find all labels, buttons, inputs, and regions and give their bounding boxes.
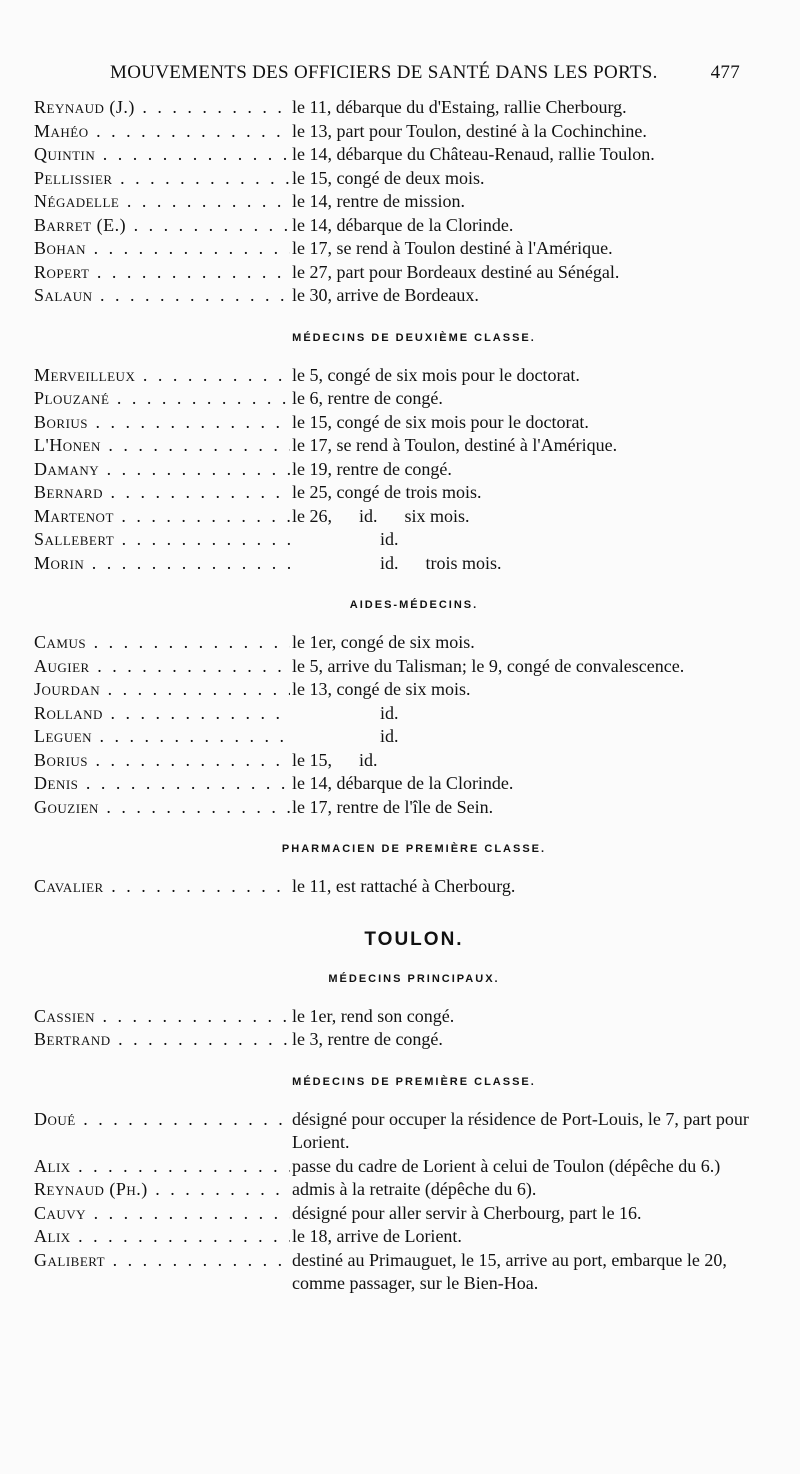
entry-row [34, 749, 754, 773]
entry-text: le 30, arrive de Bordeaux. [292, 285, 479, 305]
entry-row [34, 284, 754, 308]
entry-text: le 3, rentre de congé. [292, 1029, 443, 1049]
officer-name: Quintin . . . [34, 143, 290, 167]
officer-name: Galibert . . . [34, 1249, 290, 1273]
entry-row [34, 364, 754, 388]
page-header [110, 62, 740, 84]
entry-row [34, 796, 754, 820]
officer-name: Bertrand . . . [34, 1028, 290, 1052]
officer-name: Bernard . . . [34, 481, 290, 505]
page-number: 477 [710, 62, 740, 83]
entry-text: le 14, débarque du Château-Renaud, rallie Toulon. [292, 144, 655, 164]
entry-text: le 13, part pour Toulon, destiné à la Cochinchine. [292, 120, 647, 141]
entry-row [34, 725, 754, 749]
entry-text: le 15, congé de six mois pour le doctorat. [292, 411, 589, 432]
officer-name: Pellissier . . . [34, 167, 290, 191]
entry-text: le 17, se rend à Toulon, destiné à l'Amérique. [292, 435, 618, 455]
entry-text: le 14, débarque de la Clorinde. [292, 773, 514, 793]
officer-name: Jourdan . . . [34, 678, 290, 702]
officer-name: Ropert . . . [34, 261, 290, 285]
entry-text: le 6, rentre de congé. [292, 388, 443, 408]
officer-name: Alix . . . [34, 1225, 290, 1249]
officer-name: Rolland . . . [34, 702, 290, 726]
officer-name: Morin . . . [34, 552, 290, 576]
entry-row [34, 552, 754, 576]
officer-name: Borius . . . [34, 749, 290, 773]
entry-text: destiné au Primauguet, le 15, arrive au port, embarque le 20, comme passager, sur le Bien-Hoa. [292, 1249, 727, 1293]
entry-row [34, 678, 754, 702]
entry-row [34, 190, 754, 214]
entry-text: désigné pour occuper la résidence de Port-Louis, le 7, part pour Lorient. [292, 1108, 749, 1152]
entry-row [34, 1178, 754, 1202]
entry-text: le 25, congé de trois mois. [292, 482, 482, 502]
entry-row [34, 387, 754, 411]
entry-row [34, 120, 754, 144]
officer-name: Augier . . . [34, 655, 290, 679]
entry-text: id. [380, 726, 399, 746]
officer-name: L'Honen . . . [34, 434, 290, 458]
entry-text: le 1er, congé de six mois. [292, 632, 475, 652]
officer-name: Gouzien . . . [34, 796, 290, 820]
entry-row [34, 875, 754, 899]
entry-row [34, 167, 754, 191]
officer-name: Damany . . . [34, 458, 290, 482]
entry-row [34, 1249, 754, 1296]
officer-name: Sallebert . . . [34, 528, 290, 552]
section-heading: MÉDECINS DE PREMIÈRE CLASSE. [292, 1075, 536, 1088]
entry-row [34, 237, 754, 261]
officer-name: Mahéo . . . [34, 120, 290, 144]
officer-name: Négadelle . . . [34, 190, 290, 214]
entry-text: id. [380, 702, 399, 723]
entry-row [34, 214, 754, 238]
entry-text: id. [380, 529, 399, 549]
officer-name: Borius . . . [34, 411, 290, 435]
officer-name: Bohan . . . [34, 237, 290, 261]
entry-text: le 5, arrive du Talisman; le 9, congé de convalescence. [292, 655, 685, 676]
officer-name: Denis . . . [34, 772, 290, 796]
officer-name: Cassien . . . [34, 1005, 290, 1029]
entry-text: le 5, congé de six mois pour le doctorat. [292, 364, 580, 385]
entry-row [34, 631, 754, 655]
officer-name: Reynaud (Ph.) . . . [34, 1178, 290, 1202]
officer-name: Barret (E.) . . . [34, 214, 290, 238]
entry-text: le 19, rentre de congé. [292, 458, 452, 479]
entry-row [34, 434, 754, 458]
entry-text: id. trois mois. [380, 552, 502, 573]
officer-name: Doué . . . [34, 1108, 290, 1132]
entry-text: le 15, congé de deux mois. [292, 167, 485, 188]
entry-row [34, 96, 754, 120]
entry-text: le 14, débarque de la Clorinde. [292, 214, 514, 235]
entry-row [34, 143, 754, 167]
entry-text: le 1er, rend son congé. [292, 1005, 455, 1026]
entry-row [34, 772, 754, 796]
entry-text: le 27, part pour Bordeaux destiné au Sénégal. [292, 261, 620, 282]
officer-name: Plouzané . . . [34, 387, 290, 411]
entry-text: le 13, congé de six mois. [292, 679, 471, 699]
entry-row [34, 505, 754, 529]
entry-row [34, 655, 754, 679]
section-heading: MÉDECINS DE DEUXIÈME CLASSE. [292, 331, 536, 344]
entry-row [34, 1028, 754, 1052]
entry-text: désigné pour aller servir à Cherbourg, part le 16. [292, 1202, 642, 1223]
officer-name: Cauvy . . . [34, 1202, 290, 1226]
entry-text: le 18, arrive de Lorient. [292, 1226, 462, 1246]
running-title: MOUVEMENTS DES OFFICIERS DE SANTÉ DANS LES PORTS. [110, 62, 658, 83]
entry-row [34, 458, 754, 482]
officer-name: Reynaud (J.) . . . [34, 96, 290, 120]
entry-text: le 26, id. six mois. [292, 505, 470, 526]
officer-name: Cavalier . . . [34, 875, 290, 899]
entry-row [34, 528, 754, 552]
entry-row [34, 1108, 754, 1155]
entry-row [34, 481, 754, 505]
entry-row [34, 1202, 754, 1226]
officer-name: Martenot . . . [34, 505, 290, 529]
entry-row [34, 1005, 754, 1029]
entry-text: le 17, se rend à Toulon destiné à l'Amérique. [292, 238, 613, 258]
section-heading: MÉDECINS PRINCIPAUX. [328, 972, 500, 985]
entry-text: le 11, est rattaché à Cherbourg. [292, 876, 516, 896]
entry-text: le 14, rentre de mission. [292, 191, 465, 211]
entry-row [34, 1225, 754, 1249]
entry-text: le 17, rentre de l'île de Sein. [292, 796, 494, 817]
officer-name: Alix . . . [34, 1155, 290, 1179]
entries-list [34, 96, 754, 1296]
entry-text: le 15, id. [292, 749, 378, 770]
officer-name: Camus . . . [34, 631, 290, 655]
entry-row [34, 411, 754, 435]
entry-text: admis à la retraite (dépêche du 6). [292, 1179, 537, 1199]
section-heading: AIDES-MÉDECINS. [349, 599, 479, 611]
entry-text: le 11, débarque du d'Estaing, rallie Cherbourg. [292, 97, 627, 117]
entry-text: passe du cadre de Lorient à celui de Toulon (dépêche du 6.) [292, 1155, 721, 1176]
city-heading: TOULON. [364, 928, 464, 950]
officer-name: Salaun . . . [34, 284, 290, 308]
officer-name: Leguen . . . [34, 725, 290, 749]
section-heading: PHARMACIEN DE PREMIÈRE CLASSE. [281, 843, 547, 855]
entry-row [34, 261, 754, 285]
entry-row [34, 1155, 754, 1179]
officer-name: Merveilleux . . . [34, 364, 290, 388]
entry-row [34, 702, 754, 726]
